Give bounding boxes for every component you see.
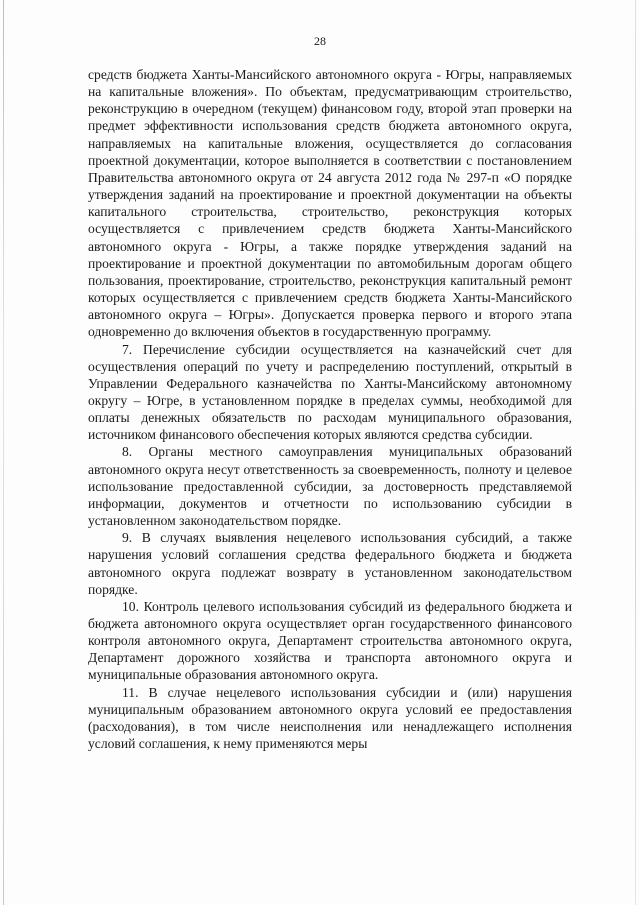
paragraph-item-8: 8. Органы местного самоуправления муниципальных образований автономного округа несут ответственность за своевременность, полноту и целевое использование предоставленной субсидии, за достоверность представляемой информации, документов и отчетности по использованию субсидии в установленном законодательством порядке. [88, 444, 572, 529]
page-number: 28 [314, 34, 326, 48]
paragraph-item-9: 9. В случаях выявления нецелевого использования субсидий, а также нарушения условий соглашения средства федерального бюджета и бюджета автономного округа подлежат возврату в установленном законодательством порядке. [88, 530, 572, 597]
paragraph-continuation: средств бюджета Ханты-Мансийского автономного округа - Югры, направляемых на капитальные вложения». По объектам, предусматривающим строительство, реконструкцию в очередном (текущем) финансовом году, второй этап проверки на предмет эффективности использования средств бюджета автономного округа, направляемых на капитальные вложения, осуществляется до согласования проектной документации, которое выполняется в соответствии с постановлением Правительства автономного округа от 24 августа 2012 года № 297-п «О порядке утверждения заданий на проектирование и проектной документации на объекты капитального строительства, строительство, реконструкция которых осуществляется с привлечением средств бюджета Ханты-Мансийского автономного округа - Югры, а также порядке утверждения заданий на проектирование и проектной документации по автомобильным дорогам общего пользования, проектирование, строительство, реконструкция капитальный ремонт которых осуществляется с привлечением средств бюджета Ханты-Мансийского автономного округа – Югры». Допускается проверка первого и второго этапа одновременно до включения объектов в государственную программу. [88, 67, 572, 340]
paragraph-item-11: 11. В случае нецелевого использования субсидии и (или) нарушения муниципальным образованием автономного округа условий ее предоставления (расходования), в том числе неисполнения или ненадлежащего исполнения условий соглашения, к нему применяются меры [88, 684, 572, 752]
paragraph-item-10: 10. Контроль целевого использования субсидий из федерального бюджета и бюджета автономного округа осуществляет орган государственного финансового контроля автономного округа, Департамент строительства автономного округа, Департамент дорожного хозяйства и транспорта автономного округа и муниципальные образования автономного округа. [88, 598, 572, 683]
scan-edge-right [635, 0, 636, 905]
document-body [88, 66, 572, 752]
paragraph-item-7: 7. Перечисление субсидии осуществляется на казначейский счет для осуществления операций по учету и распределению поступлений, открытый в Управлении Федерального казначейства по Ханты-Мансийскому автономному округу – Югре, в установленном порядке в пределах суммы, необходимой для оплаты денежных обязательств по расходам муниципального образования, источником финансового обеспечения которых являются средства субсидии. [88, 341, 572, 443]
scan-edge-left [3, 0, 4, 905]
